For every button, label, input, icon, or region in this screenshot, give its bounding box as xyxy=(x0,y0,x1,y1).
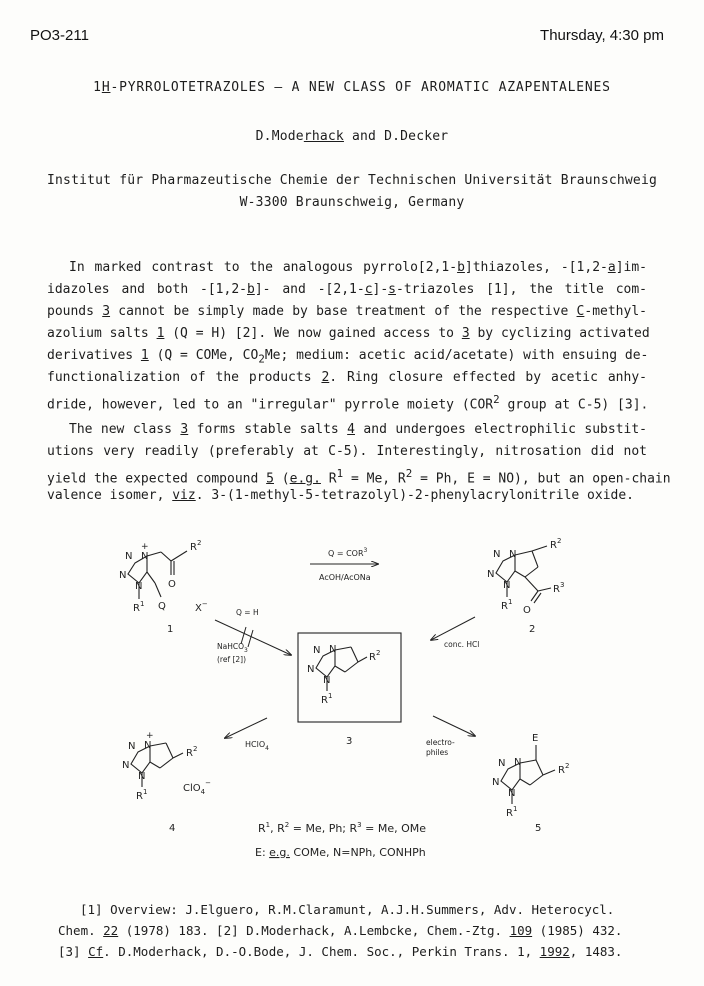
institution: Institut für Pharmazeutische Chemie der Technischen Universität Braunschweig xyxy=(46,173,658,188)
reference-3: [3] Cf. D.Moderhack, D.-O.Bode, J. Chem. Soc., Perkin Trans. 1, 1992, 1483. xyxy=(58,944,623,959)
c3-n3: N xyxy=(307,664,315,675)
c5-n1: N xyxy=(498,758,506,769)
reaction-scheme xyxy=(95,525,655,865)
authors: D.Moderhack and D.Decker xyxy=(255,129,449,144)
c1-o: O xyxy=(168,579,176,590)
reagent-hclo4: HClO$_4$ xyxy=(245,740,269,752)
reagent-q-h: Q = H xyxy=(236,608,259,617)
c1-n-left: N xyxy=(119,570,127,581)
c3-n4: N xyxy=(323,675,331,686)
c3-n2: N xyxy=(329,644,337,655)
c1-n-top: N xyxy=(125,551,133,562)
c2-n3: N xyxy=(487,569,495,580)
c4-n3: N xyxy=(122,760,130,771)
reagent-electrophiles-2: philes xyxy=(426,748,449,757)
reagent-conc-hcl: conc. HCl xyxy=(444,640,480,649)
session-datetime: Thursday, 4:30 pm xyxy=(540,27,664,44)
references xyxy=(58,899,658,962)
c2-n1: N xyxy=(493,549,501,560)
compound-5-label: 5 xyxy=(535,823,542,834)
reagent-acoh: AcOH/AcONa xyxy=(319,573,371,582)
c3-r1: $R^1$ xyxy=(321,692,333,706)
c2-r1: $R^1$ xyxy=(501,598,513,612)
c4-n2: N xyxy=(144,740,152,751)
reagent-cor3: $Q = COR^3$ xyxy=(328,547,368,558)
scheme-footnote-electrophiles: E: e.g. COMe, N=NPh, CONHPh xyxy=(255,846,426,859)
c5-r1: $R^1$ xyxy=(506,805,518,819)
c1-plus: + xyxy=(141,542,149,552)
paragraph-intro: In marked contrast to the analogous pyrrolo[2,1-b]thiazoles, -[1,2-a]im- idazoles and both -[1,2-b]- and -[2,1-c]-s-triazoles [1], the title com- pounds 3 cannot be simply made by base treatment of the respective C-methyl- azolium salts 1 (Q = H) [2]. We now gained access to 3 by cyclizing activated derivatives 1 (Q = COMe, $CO_2Me$; medium: acetic acid/acetate) with ensuing de- functionalization of the products 2. Ring closure effected by acetic anhy- dride, however, led to an "irregular" pyrrole moiety (COR$^2$ group at C-5) [3]. xyxy=(47,260,650,413)
c4-perchlorate: ClO$_4$− xyxy=(183,779,211,796)
page-code: PO3-211 xyxy=(30,27,89,44)
c2-o: O xyxy=(523,605,531,616)
reagent-ref2: (ref [2]) xyxy=(217,655,247,664)
c1-n-bottom: N xyxy=(135,581,143,592)
c4-plus: + xyxy=(146,731,154,741)
compound-2 xyxy=(496,546,551,603)
c4-r2: $R^2$ xyxy=(186,745,198,759)
reagent-electrophiles-1: electro- xyxy=(426,738,455,747)
compound-1-label: 1 xyxy=(167,624,174,635)
reference-1: [1] Overview: J.Elguero, R.M.Claramunt, A.J.H.Summers, Adv. Heterocycl. xyxy=(80,902,615,917)
c2-r3: $R^3$ xyxy=(553,581,565,595)
compound-3-label: 3 xyxy=(346,736,353,747)
compound-4-label: 4 xyxy=(169,823,176,834)
c5-n3: N xyxy=(492,777,500,788)
arrow-3-to-4 xyxy=(225,718,267,738)
c1-x-minus: X− xyxy=(195,600,208,614)
c4-n1: N xyxy=(128,741,136,752)
institution-address: W-3300 Braunschweig, Germany xyxy=(239,195,465,210)
reference-2: Chem. 22 (1978) 183. [2] D.Moderhack, A.Lembcke, Chem.-Ztg. 109 (1985) 432. xyxy=(58,923,623,938)
c2-r2: $R^2$ xyxy=(550,537,562,551)
arrow-2-to-3 xyxy=(431,617,475,640)
compound-2-label: 2 xyxy=(529,624,536,635)
c3-r2: $R^2$ xyxy=(369,649,381,663)
c1-n-top2: N xyxy=(141,551,149,562)
c5-e: E xyxy=(532,733,539,744)
reagent-nahco3: NaHCO$_3$ xyxy=(217,642,248,654)
c4-r1: $R^1$ xyxy=(136,788,148,802)
c2-n4: N xyxy=(503,580,511,591)
c5-n2: N xyxy=(514,757,522,768)
c5-n4: N xyxy=(508,788,516,799)
c5-r2: $R^2$ xyxy=(558,762,570,776)
scheme-footnote-substituents: $R^1$, $R^2 = Me$, Ph; $R^3 = Me$, OMe xyxy=(258,821,427,835)
c2-n2: N xyxy=(509,549,517,560)
c3-n1: N xyxy=(313,645,321,656)
c4-n4: N xyxy=(138,771,146,782)
c1-r1: $R^1$ xyxy=(133,600,145,614)
c1-r2: $R^2$ xyxy=(190,539,202,553)
paper-title: 1H-PYRROLOTETRAZOLES — A NEW CLASS OF AROMATIC AZAPENTALENES xyxy=(93,80,611,95)
c1-q: Q xyxy=(158,601,166,612)
arrow-3-to-5 xyxy=(433,716,475,736)
paragraph-results: The new class 3 forms stable salts 4 and undergoes electrophilic substit- utions very readily (preferably at C-5). Interestingly, nitrosation did not yield the expected compound 5 (e.g. $R^1 = Me$, $R^2 = Ph$, E = NO), but an open-chain valence isomer, viz. 3-(1-methyl-5-tetrazolyl)-2-phenylacrylonitrile oxide. xyxy=(47,422,671,503)
